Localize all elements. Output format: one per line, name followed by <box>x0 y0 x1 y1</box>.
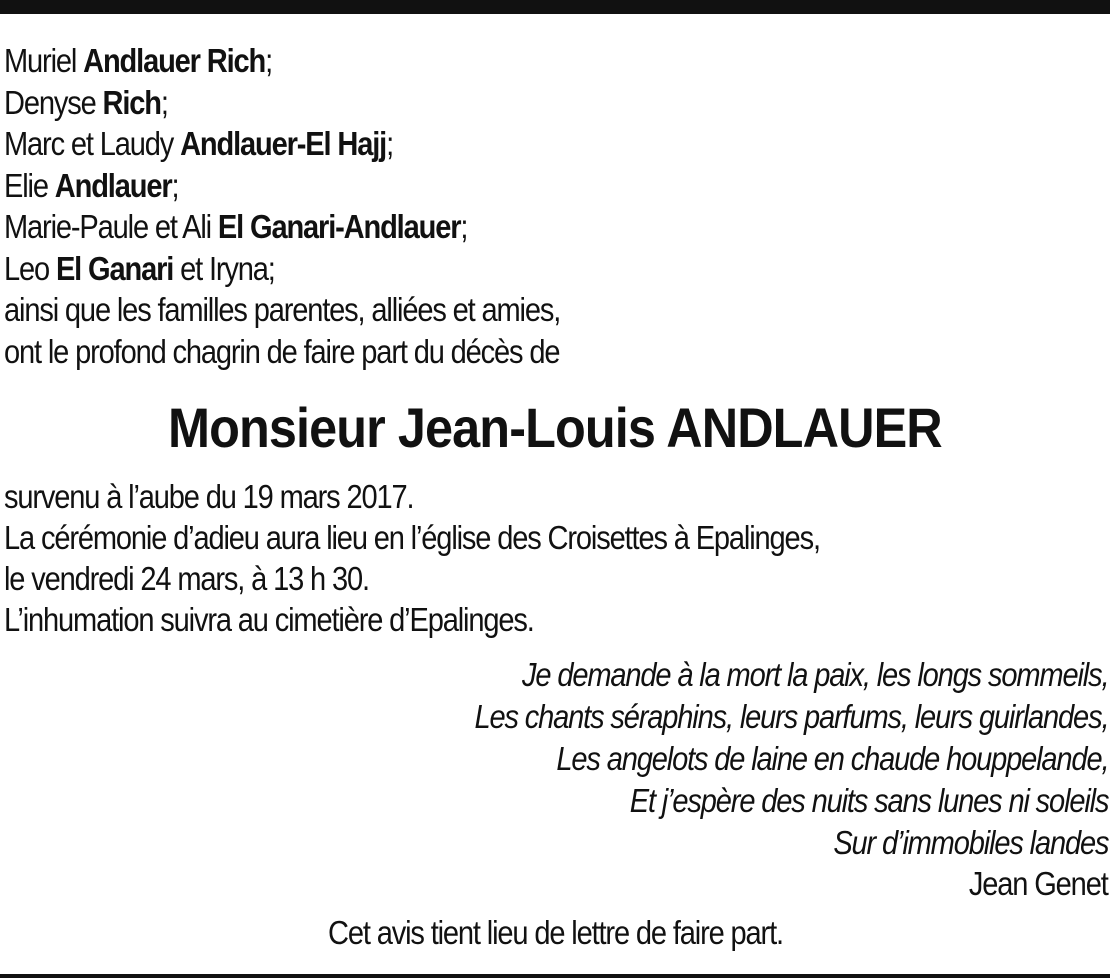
intro-line: ainsi que les familles parentes, alliées et amies, <box>4 291 561 328</box>
top-border-rule <box>0 0 1110 14</box>
poem-line: Et j’espère des nuits sans lunes ni soleils <box>629 782 1108 819</box>
family-surname: Andlauer Rich <box>83 42 266 79</box>
family-list <box>4 40 560 372</box>
poem-author: Jean Genet <box>969 865 1108 902</box>
family-line: Marie-Paule et Ali El Ganari-Andlauer; <box>4 208 468 245</box>
family-line: Muriel Andlauer Rich; <box>4 42 273 79</box>
ceremony-details <box>4 476 820 640</box>
footer-note: Cet avis tient lieu de lettre de faire part. <box>327 914 783 951</box>
family-surname: Andlauer-El Hajj <box>180 125 387 162</box>
family-surname: El Ganari <box>55 249 174 287</box>
family-line: Denyse Rich; <box>4 83 168 121</box>
details-line: La cérémonie d’adieu aura lieu en l’église des Croisettes à Epalinges, <box>4 519 820 556</box>
poem-line: Je demande à la mort la paix, les longs sommeils, <box>521 656 1108 693</box>
family-surname: El Ganari-Andlauer <box>217 208 461 245</box>
details-line: survenu à l’aube du 19 mars 2017. <box>4 478 414 515</box>
bottom-border-rule <box>0 974 1110 978</box>
family-line: Elie Andlauer; <box>4 166 179 204</box>
deceased-name: Monsieur Jean-Louis ANDLAUER <box>168 396 942 459</box>
family-surname: Rich <box>102 83 161 121</box>
family-line: Leo El Ganari et Iryna; <box>4 249 275 287</box>
family-line: Marc et Laudy Andlauer-El Hajj; <box>4 125 394 162</box>
poem <box>474 654 1108 864</box>
poem-line: Les angelots de laine en chaude houppelande, <box>556 740 1108 777</box>
family-surname: Andlauer <box>54 166 172 204</box>
details-line: L’inhumation suivra au cimetière d’Epalinges. <box>4 601 534 638</box>
poem-line: Les chants séraphins, leurs parfums, leurs guirlandes, <box>474 698 1108 735</box>
intro-line: ont le profond chagrin de faire part du décès de <box>4 332 560 370</box>
details-line: le vendredi 24 mars, à 13 h 30. <box>4 560 369 597</box>
poem-line: Sur d’immobiles landes <box>832 824 1108 861</box>
